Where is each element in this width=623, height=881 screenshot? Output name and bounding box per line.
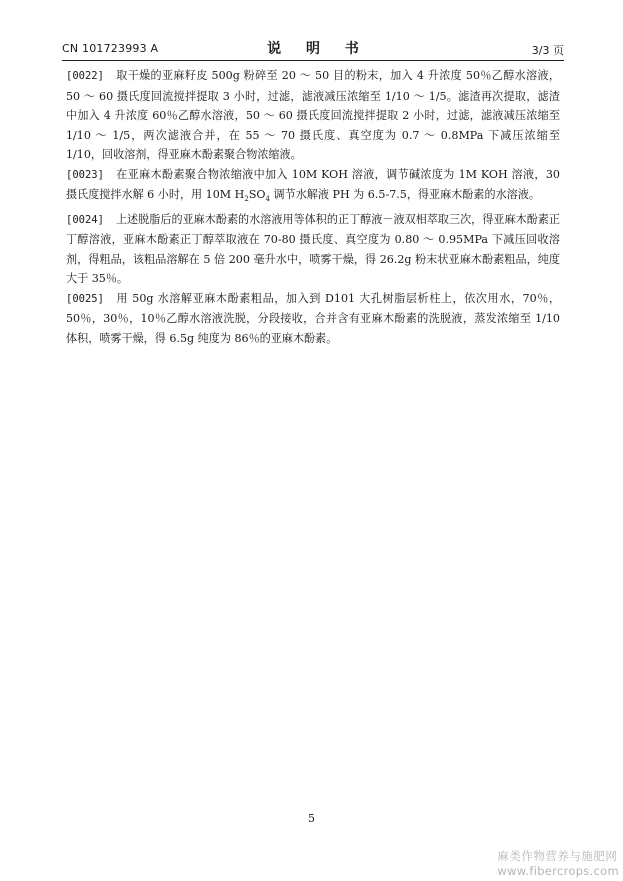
- paragraph-text: 上述脱脂后的亚麻木酚素的水溶液用等体积的正丁醇液－液双相萃取三次，得亚麻木酚素正丁醇溶液，亚麻木酚素正丁醇萃取液在 70-80 摄氏度、真空度为 0.80 ～ 0.95MPa 下减压回收溶剂，得粗品，该粗品溶解在 5 倍 200 毫升水中，喷雾干燥，得 26.2g 粉末状亚麻木酚素粗品，纯度大于 35％。: [66, 212, 560, 286]
- paragraph-0022: [66, 66, 560, 165]
- paragraph-text: SO: [248, 188, 266, 201]
- paragraph-0024: [66, 210, 560, 289]
- document-title: 说 明 书: [267, 41, 369, 57]
- watermark-site-name: 麻类作物营养与施肥网: [497, 849, 618, 863]
- watermark-url: www.fibercrops.com: [497, 864, 619, 878]
- paragraph-number: [0024]: [66, 213, 104, 226]
- subscript: 2: [244, 195, 249, 204]
- document-body: [66, 66, 560, 348]
- page-header: [62, 38, 564, 58]
- paragraph-number: [0023]: [66, 168, 104, 181]
- paragraph-number: [0025]: [66, 292, 104, 305]
- patent-number: CN 101723993 A: [62, 42, 159, 55]
- paragraph-text: 在亚麻木酚素聚合物浓缩液中加入 10M KOH 溶液，调节碱浓度为 1M KOH 溶液，30 摄氏度搅拌水解 6 小时，用 10M H: [66, 167, 560, 201]
- watermark: [497, 848, 619, 878]
- paragraph-text: 调节水解液 PH 为 6.5-7.5，得亚麻木酚素的水溶液。: [270, 188, 540, 201]
- page-indicator: 3/3 页: [531, 44, 564, 57]
- subscript: 4: [265, 195, 270, 204]
- paragraph-number: [0022]: [66, 70, 104, 82]
- paragraph-text: 用 50g 水溶解亚麻木酚素粗品，加入到 D101 大孔树脂层析柱上，依次用水，70％，50％，30％，10％乙醇水溶液洗脱，分段接收，合并含有亚麻木酚素的洗脱液，蒸发浓缩至 1/10 体积，喷雾干燥，得 6.5g 纯度为 86％的亚麻木酚素。: [66, 291, 560, 345]
- page-number: 5: [308, 812, 315, 825]
- paragraph-text: 取干燥的亚麻籽皮 500g 粉碎至 20 ～ 50 目的粉末，加入 4 升浓度 50％乙醇水溶液，50 ～ 60 摄氏度回流搅拌提取 3 小时，过滤，滤液减压浓缩至 1/10 ～ 1/5。滤渣再次提取，滤渣中加入 4 升浓度 60％乙醇水溶液，50 ～ 60 摄氏度回流搅拌提取 2 小时，过滤，滤液减压浓缩至 1/10 ～ 1/5，两次滤液合并，在 55 ～ 70 摄氏度、真空度为 0.7 ～ 0.8MPa 下减压浓缩至 1/10，回收溶剂，得亚麻木酚素聚合物浓缩液。: [66, 69, 560, 161]
- header-rule: [62, 60, 564, 61]
- paragraph-0025: [66, 289, 560, 349]
- paragraph-0023: [66, 165, 560, 210]
